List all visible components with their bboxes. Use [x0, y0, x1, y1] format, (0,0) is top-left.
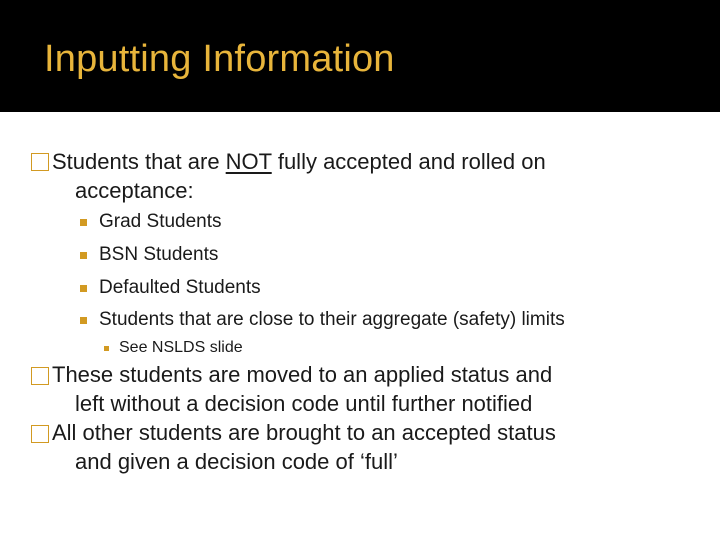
bullet-3-line-1: All other students are brought to an accepted status: [52, 420, 556, 445]
sub-item-bsn: BSN Students: [99, 244, 219, 265]
slide-title: Inputting Information: [44, 38, 395, 80]
small-square-bullet-icon: [104, 346, 109, 351]
sub-item-grad: Grad Students: [99, 211, 222, 232]
checkbox-bullet-icon: [31, 153, 49, 171]
bullet-1-text-prefix: Students that are: [52, 149, 226, 174]
square-bullet-icon: [80, 219, 87, 226]
bullet-1-line-2: acceptance:: [75, 178, 194, 203]
sub-item-aggregate: Students that are close to their aggregate (safety) limits: [99, 309, 565, 330]
checkbox-bullet-icon: [31, 367, 49, 385]
square-bullet-icon: [80, 285, 87, 292]
sub-item-defaulted: Defaulted Students: [99, 277, 261, 298]
checkbox-bullet-icon: [31, 425, 49, 443]
bullet-2-line-1: These students are moved to an applied status and: [52, 362, 553, 387]
bullet-1-emphasis: NOT: [225, 149, 272, 174]
bullet-2-line-2: left without a decision code until further notified: [75, 391, 533, 416]
bullet-1-text-suffix: fully accepted and rolled on: [271, 149, 546, 174]
bullet-1-line-1: [52, 149, 546, 175]
bullet-3-line-2: and given a decision code of ‘full’: [75, 449, 398, 474]
sub-sub-item-nslds: See NSLDS slide: [119, 339, 243, 356]
square-bullet-icon: [80, 317, 87, 324]
square-bullet-icon: [80, 252, 87, 259]
